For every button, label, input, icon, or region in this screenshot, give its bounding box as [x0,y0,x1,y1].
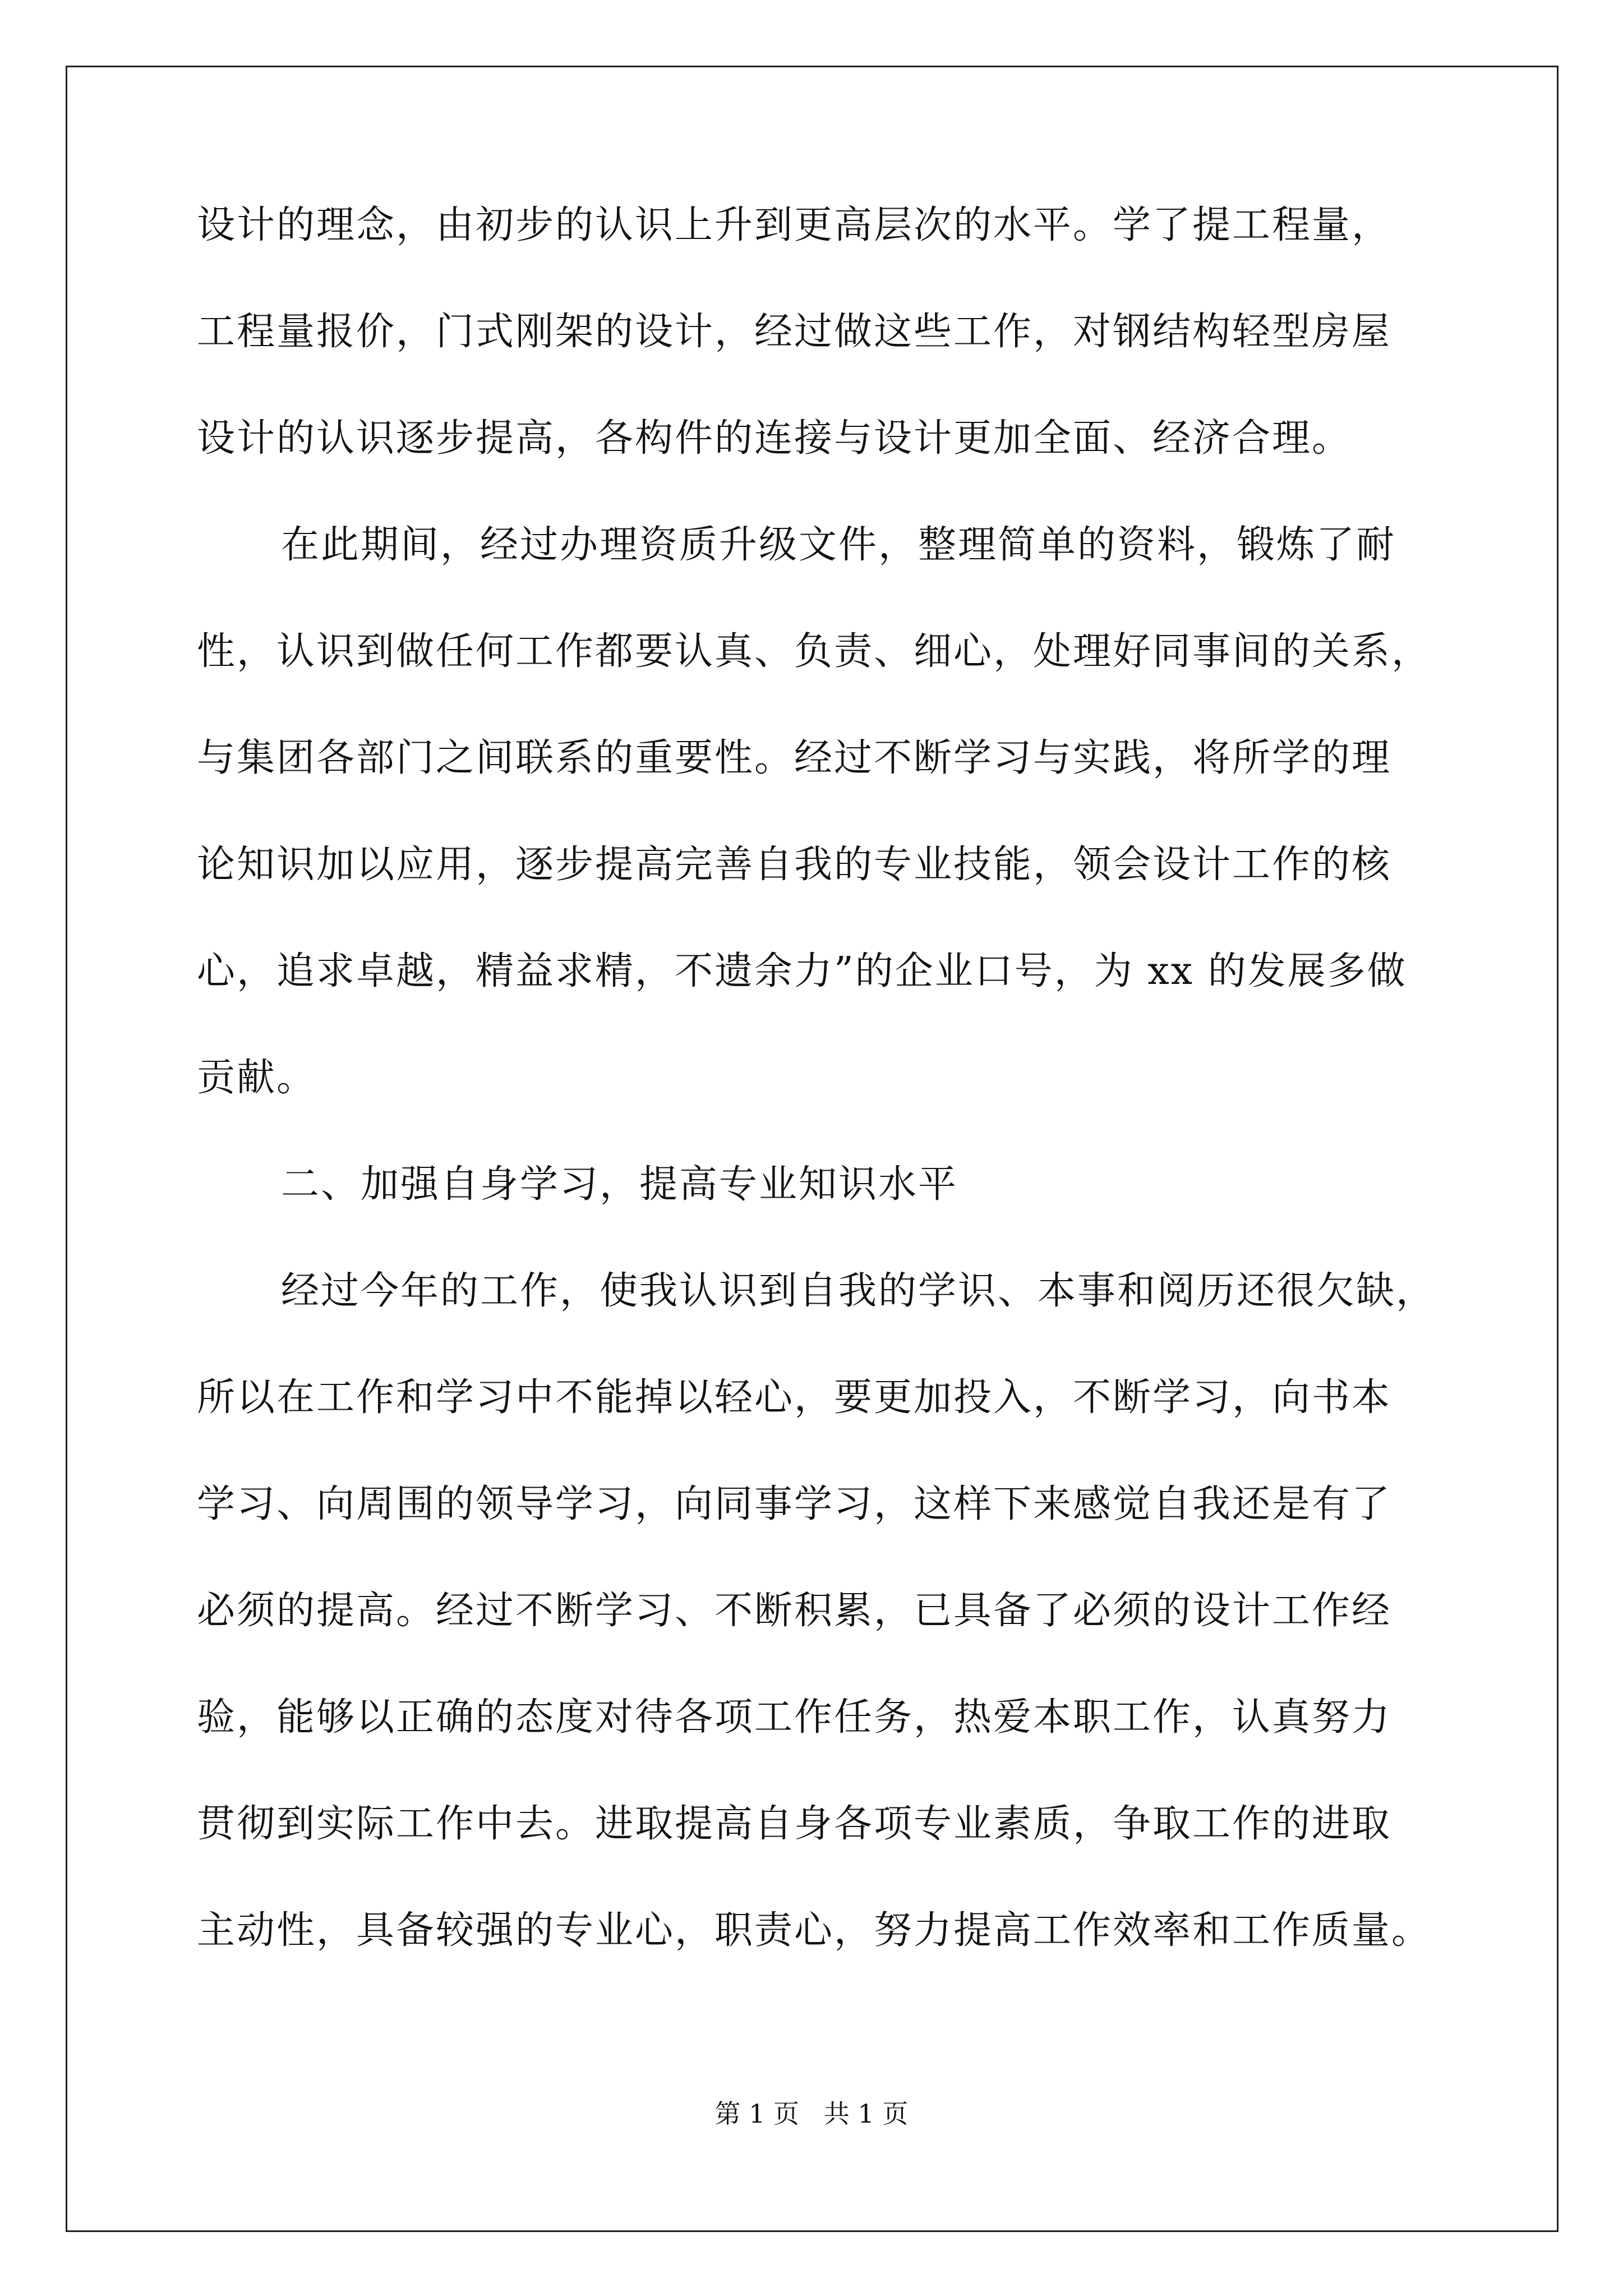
text-line: 主动性，具备较强的专业心，职责心，努力提高工作效率和工作质量。 [197,1908,1432,1953]
section-heading: 二、加强自身学习，提高专业知识水平 [281,1162,958,1207]
paragraph-first-line: 在此期间，经过办理资质升级文件，整理简单的资料，锻炼了耐 [281,523,1396,567]
paragraph-first-line: 经过今年的工作，使我认识到自我的学识、本事和阅历还很欠缺， [281,1269,1436,1313]
text-line: 贡献。 [197,1056,317,1100]
text-line: 学习、向周围的领导学习，向同事学习，这样下来感觉自我还是有了 [197,1482,1392,1526]
text-line: 性，认识到做任何工作都要认真、负责、细心，处理好同事间的关系， [197,629,1432,674]
text-line: 必须的提高。经过不断学习、不断积累，已具备了必须的设计工作经 [197,1589,1392,1633]
text-line: 与集团各部门之间联系的重要性。经过不断学习与实践，将所学的理 [197,736,1392,780]
text-line: 设计的认识逐步提高，各构件的连接与设计更加全面、经济合理。 [197,416,1352,461]
text-line: 验，能够以正确的态度对待各项工作任务，热爱本职工作，认真努力 [197,1695,1392,1740]
text-line: 设计的理念，由初步的认识上升到更高层次的水平。学了提工程量， [197,203,1392,247]
text-line: 工程量报价，门式刚架的设计，经过做这些工作，对钢结构轻型房屋 [197,310,1392,354]
text-line: 所以在工作和学习中不能掉以轻心，要更加投入，不断学习，向书本 [197,1375,1392,1420]
text-line: 心，追求卓越，精益求精，不遗余力”的企业口号，为 xx 的发展多做 [197,949,1407,993]
text-line: 贯彻到实际工作中去。进取提高自身各项专业素质，争取工作的进取 [197,1802,1392,1846]
page-footer: 第 1 页 共 1 页 [714,2099,909,2129]
text-line: 论知识加以应用，逐步提高完善自我的专业技能，领会设计工作的核 [197,843,1392,887]
